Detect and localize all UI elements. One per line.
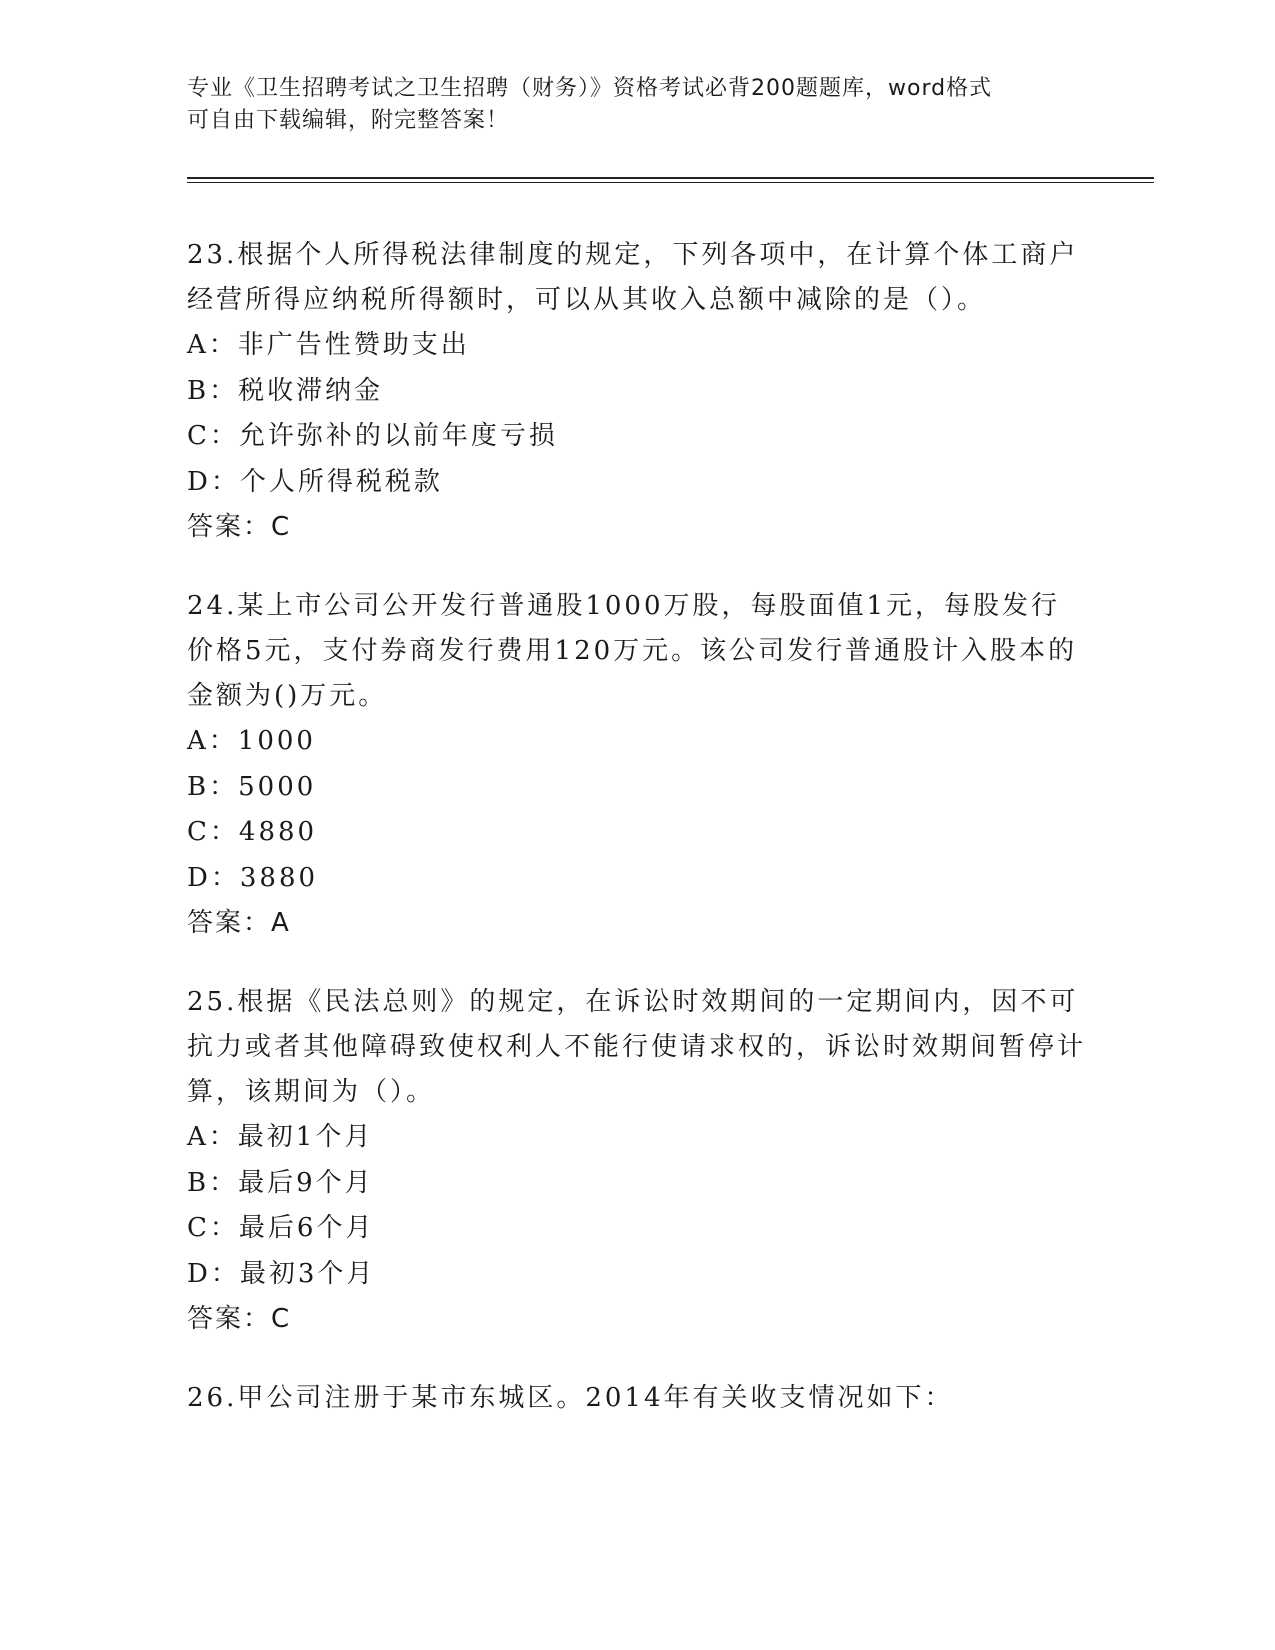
option-c [187, 414, 1087, 460]
option-c [187, 810, 1087, 856]
option-text: 个人所得税税款 [239, 466, 443, 497]
option-d [187, 460, 1087, 506]
answer-line: 答案：C [187, 512, 292, 542]
option-a [187, 1115, 1087, 1161]
option-letter: D： [187, 1258, 240, 1289]
question-24 [187, 584, 1087, 946]
option-letter: B： [187, 1167, 239, 1198]
option-a [187, 323, 1087, 369]
option-letter: C： [187, 421, 239, 451]
option-text: 最后9个月 [238, 1167, 374, 1198]
option-letter: C： [187, 817, 239, 847]
option-letter: A： [187, 1122, 238, 1152]
option-text: 5000 [238, 771, 317, 802]
option-letter: C： [187, 1213, 239, 1243]
question-stem: 26.甲公司注册于某市东城区。2014年有关收支情况如下： [187, 1383, 954, 1413]
header-line-1: 专业《卫生招聘考试之卫生招聘（财务）》资格考试必背200题题库，word格式 [187, 76, 993, 101]
option-letter: A： [187, 726, 238, 756]
header-divider-thin [187, 182, 1154, 183]
question-stem: 23.根据个人所得税法律制度的规定，下列各项中，在计算个体工商户经营所得应纳税所得额时，可以从其收入总额中减除的是（）。 [187, 240, 1079, 315]
answer-line: 答案：A [187, 908, 291, 938]
option-b [187, 1161, 1087, 1207]
option-text: 非广告性赞助支出 [237, 330, 470, 360]
answer-line: 答案：C [187, 1304, 292, 1334]
question-stem: 25.根据《民法总则》的规定，在诉讼时效期间的一定期间内，因不可抗力或者其他障碍致使权利人不能行使请求权的，诉讼时效期间暂停计算，该期间为（）。 [187, 987, 1087, 1107]
question-stem: 24.某上市公司公开发行普通股1000万股，每股面值1元，每股发行价格5元，支付券商发行费用120万元。该公司发行普通股计入股本的金额为()万元。 [187, 591, 1078, 711]
question-26 [187, 1376, 1087, 1421]
option-text: 4880 [238, 817, 318, 847]
header-line-2: 可自由下载编辑，附完整答案！ [187, 108, 510, 133]
option-c [187, 1206, 1087, 1252]
option-d [187, 1252, 1087, 1298]
option-text: 最后6个月 [238, 1213, 375, 1243]
option-letter: D： [187, 862, 240, 893]
option-text: 税收滞纳金 [238, 375, 384, 406]
question-25 [187, 980, 1087, 1342]
option-text: 最初3个月 [239, 1258, 376, 1289]
option-text: 1000 [237, 726, 316, 756]
option-text: 允许弥补的以前年度亏损 [238, 421, 558, 451]
option-letter: B： [187, 771, 239, 802]
option-a [187, 719, 1087, 765]
option-letter: A： [187, 330, 238, 360]
option-b [187, 765, 1087, 811]
option-text: 最初1个月 [237, 1122, 374, 1152]
question-list [187, 233, 1087, 1455]
option-letter: B： [187, 375, 239, 406]
option-letter: D： [187, 466, 240, 497]
option-text: 3880 [239, 862, 319, 893]
option-d [187, 856, 1087, 902]
question-23 [187, 233, 1087, 550]
header-divider-thick [187, 177, 1154, 179]
document-header [187, 73, 1067, 137]
option-b [187, 369, 1087, 415]
